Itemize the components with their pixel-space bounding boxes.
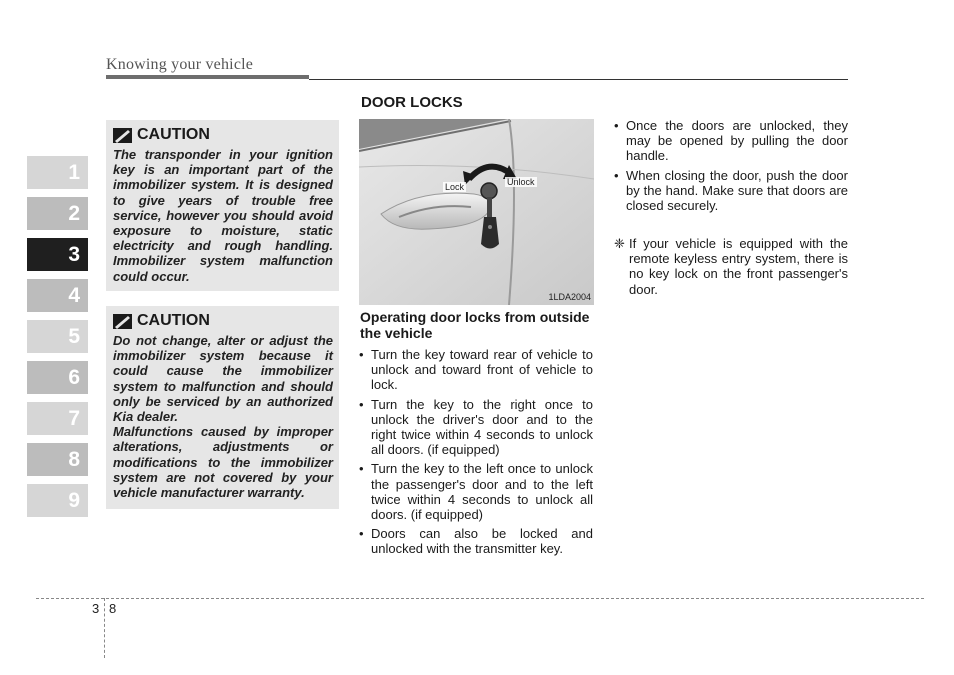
header-title: Knowing your vehicle bbox=[106, 56, 254, 73]
chapter-tab-4[interactable]: 4 bbox=[27, 279, 88, 312]
caution-text bbox=[113, 333, 333, 500]
chapter-tab-6[interactable]: 6 bbox=[27, 361, 88, 394]
door-handling-notes bbox=[614, 118, 848, 217]
footer-chapter-number: 3 bbox=[92, 601, 100, 616]
caution-paragraph: The transponder in your ignition key is an important part of the immobilizer system. It is designed to give years of trouble free service, however you should avoid exposure to moisture, static electricity and rough handling. Immobilizer system malfunction could occur. bbox=[113, 147, 333, 284]
header-bar bbox=[106, 75, 309, 79]
keyless-entry-note bbox=[614, 236, 848, 297]
list-item: • When closing the door, push the door by the hand. Make sure that doors are closed securely. bbox=[614, 168, 848, 214]
footer-divider bbox=[104, 598, 105, 658]
caution-icon bbox=[113, 314, 132, 329]
section-title: DOOR LOCKS bbox=[361, 94, 463, 111]
chapter-tab-1[interactable]: 1 bbox=[27, 156, 88, 189]
caution-paragraph: Do not change, alter or adjust the immobilizer system because it could cause the immobilizer system to malfunction and should only be serviced by an authorized Kia dealer. bbox=[113, 333, 333, 425]
caution-paragraph: Malfunctions caused by improper alterations, adjustments or modifications to the immobilizer system are not covered by your vehicle manufacturer warranty. bbox=[113, 424, 333, 501]
caution-heading: CAUTION bbox=[137, 312, 210, 329]
chapter-tab-3[interactable]: 3 bbox=[27, 238, 88, 271]
footer-page-number: 8 bbox=[109, 601, 117, 616]
figure-label-unlock: Unlock bbox=[507, 177, 535, 187]
list-item: • Turn the key to the right once to unlock the driver's door and to the right twice within 4 seconds to unlock all doors. (if equipped) bbox=[359, 397, 593, 458]
caution-icon bbox=[113, 128, 132, 143]
figure-code: 1LDA2004 bbox=[548, 292, 591, 302]
header-rule bbox=[309, 79, 848, 80]
list-item: • Doors can also be locked and unlocked with the transmitter key. bbox=[359, 526, 593, 556]
caution-text bbox=[113, 147, 333, 284]
footer-rule bbox=[36, 598, 924, 599]
note-symbol-icon: ❈ bbox=[614, 236, 625, 251]
chapter-tab-8[interactable]: 8 bbox=[27, 443, 88, 476]
chapter-tabs bbox=[27, 156, 88, 525]
caution-heading: CAUTION bbox=[137, 126, 210, 143]
chapter-tab-2[interactable]: 2 bbox=[27, 197, 88, 230]
caution-box-transponder bbox=[106, 120, 339, 291]
list-item: • Once the doors are unlocked, they may be opened by pulling the door handle. bbox=[614, 118, 848, 164]
chapter-tab-5[interactable]: 5 bbox=[27, 320, 88, 353]
caution-box-immobilizer bbox=[106, 306, 339, 509]
door-lock-instructions bbox=[359, 347, 593, 561]
list-item: • Turn the key to the left once to unlock the passenger's door and to the left twice within 4 seconds to unlock all doors. (if equipped) bbox=[359, 461, 593, 522]
note-text: If your vehicle is equipped with the remote keyless entry system, there is no key lock on the front passenger's door. bbox=[629, 236, 848, 297]
subsection-title: Operating door locks from outside the vehicle bbox=[360, 309, 590, 341]
chapter-tab-7[interactable]: 7 bbox=[27, 402, 88, 435]
figure-label-lock: Lock bbox=[445, 182, 465, 192]
door-lock-figure bbox=[359, 119, 594, 305]
chapter-tab-9[interactable]: 9 bbox=[27, 484, 88, 517]
door-handle-illustration bbox=[359, 119, 594, 305]
list-item: • Turn the key toward rear of vehicle to unlock and toward front of vehicle to lock. bbox=[359, 347, 593, 393]
